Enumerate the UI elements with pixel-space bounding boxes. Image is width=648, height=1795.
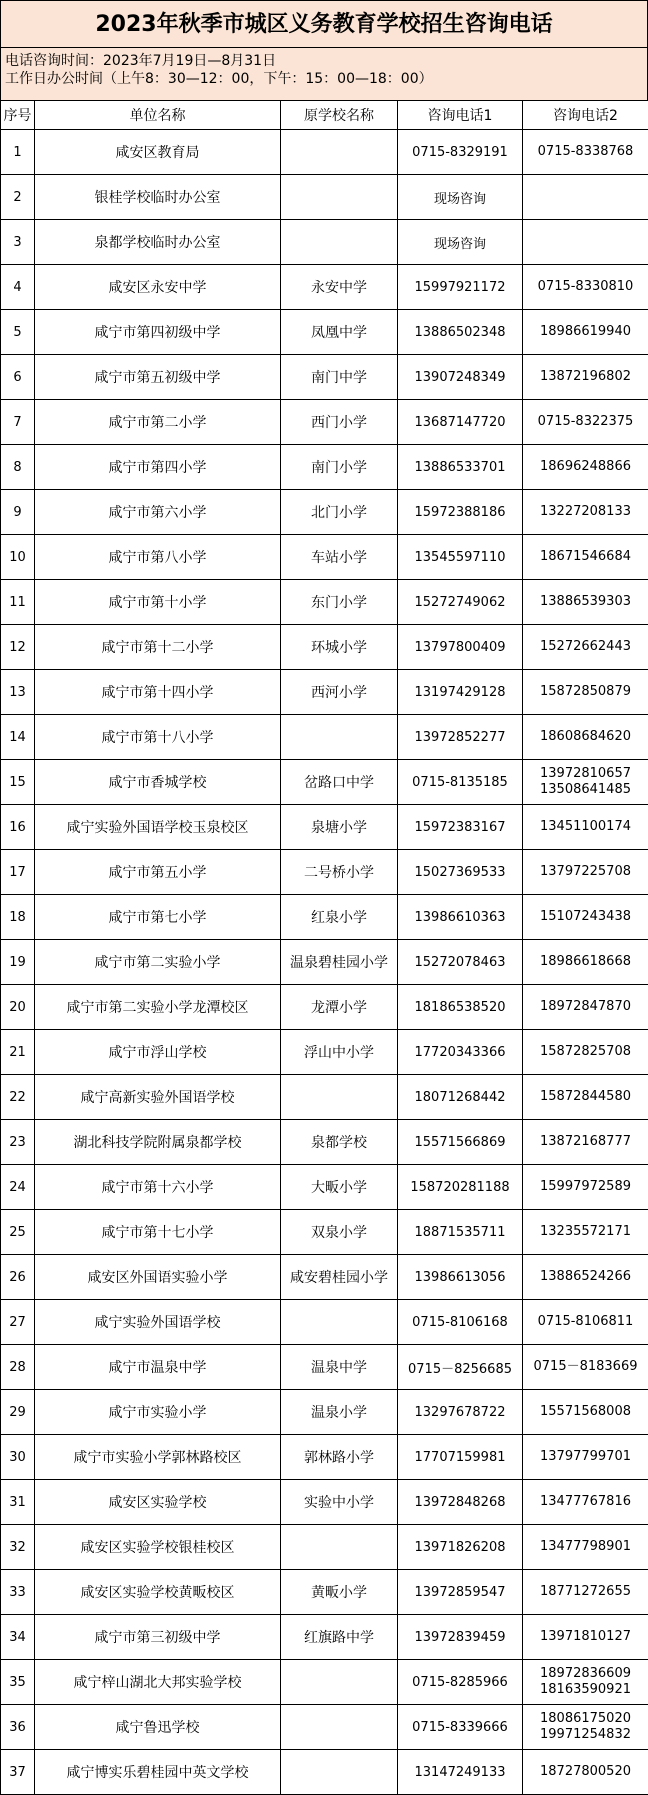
table-row	[1, 1705, 648, 1750]
unit-name: 咸安区实验学校银桂校区	[35, 1525, 281, 1570]
unit-name: 咸宁实验外国语学校玉泉校区	[35, 805, 281, 850]
phone-2	[523, 1165, 648, 1210]
phone-1: 13972839459	[398, 1615, 523, 1660]
original-school: 南门小学	[281, 445, 398, 490]
unit-name: 咸宁市香城学校	[35, 760, 281, 805]
row-number: 18	[1, 895, 35, 940]
unit-name: 咸安区实验学校黄畈校区	[35, 1570, 281, 1615]
phone-2	[523, 1750, 648, 1795]
phone-2-number: 13508641485	[540, 782, 631, 797]
row-number: 34	[1, 1615, 35, 1660]
phone-2-number: 0715-8338768	[537, 144, 634, 159]
original-school	[281, 1705, 398, 1750]
phone-1: 13687147720	[398, 400, 523, 445]
unit-name: 咸宁市浮山学校	[35, 1030, 281, 1075]
original-school: 大畈小学	[281, 1165, 398, 1210]
phone-2	[523, 490, 648, 535]
unit-name: 咸宁市第五初级中学	[35, 355, 281, 400]
phone-2-number: 19971254832	[540, 1727, 631, 1742]
row-number: 24	[1, 1165, 35, 1210]
row-number: 15	[1, 760, 35, 805]
phone-1: 13886502348	[398, 310, 523, 355]
row-number: 4	[1, 265, 35, 310]
phone-1: 13972859547	[398, 1570, 523, 1615]
row-number: 11	[1, 580, 35, 625]
table-row	[1, 445, 648, 490]
phone-1: 13986613056	[398, 1255, 523, 1300]
phone-2	[523, 1660, 648, 1705]
original-school: 红旗路中学	[281, 1615, 398, 1660]
phone-2-number: 18608684620	[540, 729, 631, 744]
phone-1: 15571566869	[398, 1120, 523, 1165]
table-row	[1, 535, 648, 580]
phone-1: 0715-8106168	[398, 1300, 523, 1345]
original-school: 南门中学	[281, 355, 398, 400]
table-row	[1, 1435, 648, 1480]
original-school: 二号桥小学	[281, 850, 398, 895]
phone-2-number: 13872168777	[540, 1134, 631, 1149]
unit-name: 咸宁市温泉中学	[35, 1345, 281, 1390]
unit-name: 咸安区外国语实验小学	[35, 1255, 281, 1300]
header-no: 序号	[1, 101, 35, 130]
row-number: 13	[1, 670, 35, 715]
phone-1: 0715-8285966	[398, 1660, 523, 1705]
phone-2	[523, 535, 648, 580]
unit-name: 咸安区教育局	[35, 130, 281, 175]
table-row	[1, 760, 648, 805]
phone-2-number: 18972836609	[540, 1666, 631, 1681]
original-school	[281, 1750, 398, 1795]
phone-2-number: 15107243438	[540, 909, 631, 924]
original-school: 泉都学校	[281, 1120, 398, 1165]
phone-2	[523, 850, 648, 895]
phone-2-number: 18727800520	[540, 1764, 631, 1779]
original-school: 泉塘小学	[281, 805, 398, 850]
unit-name: 咸宁市第二小学	[35, 400, 281, 445]
phone-1: 15997921172	[398, 265, 523, 310]
phone-2	[523, 1030, 648, 1075]
phone-2	[523, 1705, 648, 1750]
original-school: 环城小学	[281, 625, 398, 670]
phone-2-number: 13235572171	[540, 1224, 631, 1239]
phone-2-number: 0715－8183669	[533, 1359, 638, 1374]
phone-2	[523, 1570, 648, 1615]
phone-2	[523, 895, 648, 940]
original-school	[281, 1660, 398, 1705]
phone-2	[523, 1480, 648, 1525]
unit-name: 咸宁实验外国语学校	[35, 1300, 281, 1345]
table-row	[1, 985, 648, 1030]
row-number: 20	[1, 985, 35, 1030]
phone-1: 158720281188	[398, 1165, 523, 1210]
table-row	[1, 1300, 648, 1345]
original-school: 凤凰中学	[281, 310, 398, 355]
original-school: 咸安碧桂园小学	[281, 1255, 398, 1300]
phone-1: 13972852277	[398, 715, 523, 760]
phone-2-number: 18771272655	[540, 1584, 631, 1599]
phone-2	[523, 1615, 648, 1660]
row-number: 36	[1, 1705, 35, 1750]
unit-name: 咸宁鲁迅学校	[35, 1705, 281, 1750]
table-row	[1, 1165, 648, 1210]
unit-name: 银桂学校临时办公室	[35, 175, 281, 220]
phone-1: 15972388186	[398, 490, 523, 535]
phone-2-number: 13797799701	[540, 1449, 631, 1464]
original-school: 黄畈小学	[281, 1570, 398, 1615]
table-row	[1, 1030, 648, 1075]
row-number: 31	[1, 1480, 35, 1525]
table-row	[1, 850, 648, 895]
unit-name: 咸宁市第三初级中学	[35, 1615, 281, 1660]
phone-2	[523, 445, 648, 490]
unit-name: 咸宁市第十六小学	[35, 1165, 281, 1210]
consultation-period: 电话咨询时间：2023年7月19日—8月31日	[5, 53, 277, 69]
table-row	[1, 1255, 648, 1300]
original-school	[281, 220, 398, 265]
consultation-info	[0, 48, 648, 100]
row-number: 25	[1, 1210, 35, 1255]
header-unit-name: 单位名称	[35, 101, 281, 130]
row-number: 14	[1, 715, 35, 760]
table-row	[1, 175, 648, 220]
phone-1: 0715-8339666	[398, 1705, 523, 1750]
unit-name: 咸宁市第四小学	[35, 445, 281, 490]
original-school: 浮山中小学	[281, 1030, 398, 1075]
phone-2	[523, 985, 648, 1030]
table-row	[1, 1660, 648, 1705]
phone-2	[523, 580, 648, 625]
phone-2	[523, 1345, 648, 1390]
unit-name: 咸宁市第五小学	[35, 850, 281, 895]
row-number: 28	[1, 1345, 35, 1390]
original-school: 岔路口中学	[281, 760, 398, 805]
row-number: 8	[1, 445, 35, 490]
phone-2	[523, 310, 648, 355]
phone-2	[523, 1525, 648, 1570]
table-row	[1, 715, 648, 760]
table-row	[1, 1390, 648, 1435]
row-number: 22	[1, 1075, 35, 1120]
phone-2	[523, 175, 648, 220]
phone-2	[523, 400, 648, 445]
phone-2-number: 18972847870	[540, 999, 631, 1014]
phone-2-number: 13477767816	[540, 1494, 631, 1509]
table-row	[1, 1345, 648, 1390]
table-row	[1, 580, 648, 625]
original-school: 温泉中学	[281, 1345, 398, 1390]
phone-2	[523, 940, 648, 985]
original-school: 北门小学	[281, 490, 398, 535]
table-row	[1, 310, 648, 355]
table-row	[1, 1480, 648, 1525]
row-number: 2	[1, 175, 35, 220]
table-header-row	[1, 101, 648, 130]
phone-2	[523, 1075, 648, 1120]
original-school: 红泉小学	[281, 895, 398, 940]
phone-2	[523, 1435, 648, 1480]
phone-2-number: 18671546684	[540, 549, 631, 564]
original-school	[281, 1525, 398, 1570]
unit-name: 泉都学校临时办公室	[35, 220, 281, 265]
table-row	[1, 895, 648, 940]
phone-2-number: 13886524266	[540, 1269, 631, 1284]
original-school: 实验中小学	[281, 1480, 398, 1525]
phone-1: 现场咨询	[398, 175, 523, 220]
phone-1: 13297678722	[398, 1390, 523, 1435]
unit-name: 咸宁市第六小学	[35, 490, 281, 535]
original-school: 龙潭小学	[281, 985, 398, 1030]
unit-name: 咸宁市第七小学	[35, 895, 281, 940]
table-row	[1, 265, 648, 310]
phone-2	[523, 625, 648, 670]
table-row	[1, 1210, 648, 1255]
row-number: 33	[1, 1570, 35, 1615]
row-number: 9	[1, 490, 35, 535]
unit-name: 咸宁市第八小学	[35, 535, 281, 580]
row-number: 21	[1, 1030, 35, 1075]
phone-2-number: 18696248866	[540, 459, 631, 474]
phone-2	[523, 1255, 648, 1300]
unit-name: 咸安区实验学校	[35, 1480, 281, 1525]
unit-name: 咸宁市第二实验小学龙潭校区	[35, 985, 281, 1030]
phone-1: 17707159981	[398, 1435, 523, 1480]
phone-1: 15027369533	[398, 850, 523, 895]
phone-2-number: 13227208133	[540, 504, 631, 519]
phone-2	[523, 1300, 648, 1345]
phone-2-number: 15872850879	[540, 684, 631, 699]
contact-table	[0, 100, 648, 1795]
row-number: 29	[1, 1390, 35, 1435]
unit-name: 咸宁市第十二小学	[35, 625, 281, 670]
unit-name: 咸宁市实验小学	[35, 1390, 281, 1435]
phone-2-number: 15872844580	[540, 1089, 631, 1104]
office-hours: 工作日办公时间（上午8：30—12：00，下午：15：00—18：00）	[5, 71, 433, 87]
original-school	[281, 715, 398, 760]
phone-1: 17720343366	[398, 1030, 523, 1075]
unit-name: 咸宁市第四初级中学	[35, 310, 281, 355]
phone-1: 13147249133	[398, 1750, 523, 1795]
phone-2-number: 15872825708	[540, 1044, 631, 1059]
phone-1: 0715-8135185	[398, 760, 523, 805]
unit-name: 咸宁市第十七小学	[35, 1210, 281, 1255]
row-number: 6	[1, 355, 35, 400]
row-number: 26	[1, 1255, 35, 1300]
phone-2-number: 0715-8106811	[537, 1314, 634, 1329]
phone-2	[523, 805, 648, 850]
row-number: 7	[1, 400, 35, 445]
row-number: 17	[1, 850, 35, 895]
phone-2	[523, 220, 648, 265]
phone-1: 0715-8329191	[398, 130, 523, 175]
sheet-title: 2023年秋季市城区义务教育学校招生咨询电话	[0, 0, 648, 48]
table-row	[1, 1570, 648, 1615]
phone-2	[523, 760, 648, 805]
phone-2-number: 15272662443	[540, 639, 631, 654]
phone-1: 现场咨询	[398, 220, 523, 265]
row-number: 23	[1, 1120, 35, 1165]
table-row	[1, 220, 648, 265]
unit-name: 咸宁市第十八小学	[35, 715, 281, 760]
header-phone-1: 咨询电话1	[398, 101, 523, 130]
unit-name: 咸宁梓山湖北大邦实验学校	[35, 1660, 281, 1705]
table-row	[1, 1120, 648, 1165]
phone-2	[523, 715, 648, 760]
phone-2-number: 13971810127	[540, 1629, 631, 1644]
phone-2-number: 15997972589	[540, 1179, 631, 1194]
header-phone-2: 咨询电话2	[523, 101, 648, 130]
original-school: 温泉碧桂园小学	[281, 940, 398, 985]
table-row	[1, 400, 648, 445]
phone-1: 0715－8256685	[398, 1345, 523, 1390]
phone-1: 13971826208	[398, 1525, 523, 1570]
unit-name: 咸宁市第十四小学	[35, 670, 281, 715]
original-school: 西门小学	[281, 400, 398, 445]
original-school	[281, 175, 398, 220]
original-school: 郭林路小学	[281, 1435, 398, 1480]
phone-2-number: 18986618668	[540, 954, 631, 969]
row-number: 19	[1, 940, 35, 985]
phone-2	[523, 130, 648, 175]
phone-2-number: 13872196802	[540, 369, 631, 384]
phone-2	[523, 1120, 648, 1165]
table-row	[1, 670, 648, 715]
row-number: 3	[1, 220, 35, 265]
phone-2-number: 18163590921	[540, 1682, 631, 1697]
unit-name: 咸宁高新实验外国语学校	[35, 1075, 281, 1120]
header-original-school: 原学校名称	[281, 101, 398, 130]
phone-2-number: 13451100174	[540, 819, 631, 834]
phone-1: 13797800409	[398, 625, 523, 670]
phone-2-number: 18086175020	[540, 1711, 631, 1726]
original-school: 永安中学	[281, 265, 398, 310]
unit-name: 咸宁市实验小学郭林路校区	[35, 1435, 281, 1480]
phone-2-number: 0715-8322375	[537, 414, 634, 429]
original-school: 西河小学	[281, 670, 398, 715]
table-row	[1, 130, 648, 175]
phone-1: 13886533701	[398, 445, 523, 490]
row-number: 10	[1, 535, 35, 580]
phone-2-number: 13972810657	[540, 766, 631, 781]
table-row	[1, 1075, 648, 1120]
original-school	[281, 1300, 398, 1345]
original-school: 东门小学	[281, 580, 398, 625]
unit-name: 咸宁市第二实验小学	[35, 940, 281, 985]
phone-2-number: 0715-8330810	[537, 279, 634, 294]
phone-2	[523, 355, 648, 400]
row-number: 27	[1, 1300, 35, 1345]
phone-1: 15272749062	[398, 580, 523, 625]
phone-1: 15972383167	[398, 805, 523, 850]
table-row	[1, 1525, 648, 1570]
table-row	[1, 1615, 648, 1660]
phone-1: 13197429128	[398, 670, 523, 715]
unit-name: 湖北科技学院附属泉都学校	[35, 1120, 281, 1165]
phone-1: 18071268442	[398, 1075, 523, 1120]
table-row	[1, 805, 648, 850]
phone-2	[523, 670, 648, 715]
original-school	[281, 130, 398, 175]
original-school: 温泉小学	[281, 1390, 398, 1435]
table-row	[1, 625, 648, 670]
phone-2-number: 13886539303	[540, 594, 631, 609]
phone-2	[523, 1210, 648, 1255]
table-body	[1, 130, 648, 1795]
phone-1: 13907248349	[398, 355, 523, 400]
phone-2-number: 15571568008	[540, 1404, 631, 1419]
table-row	[1, 940, 648, 985]
phone-2-number: 13477798901	[540, 1539, 631, 1554]
original-school: 车站小学	[281, 535, 398, 580]
table-row	[1, 355, 648, 400]
original-school	[281, 1075, 398, 1120]
unit-name: 咸宁博实乐碧桂园中英文学校	[35, 1750, 281, 1795]
phone-2	[523, 1390, 648, 1435]
phone-2-number: 18986619940	[540, 324, 631, 339]
row-number: 35	[1, 1660, 35, 1705]
phone-2-number: 13797225708	[540, 864, 631, 879]
original-school: 双泉小学	[281, 1210, 398, 1255]
row-number: 12	[1, 625, 35, 670]
phone-1: 18871535711	[398, 1210, 523, 1255]
phone-2	[523, 265, 648, 310]
phone-1: 13972848268	[398, 1480, 523, 1525]
row-number: 1	[1, 130, 35, 175]
phone-1: 13986610363	[398, 895, 523, 940]
row-number: 5	[1, 310, 35, 355]
row-number: 30	[1, 1435, 35, 1480]
row-number: 32	[1, 1525, 35, 1570]
phone-1: 18186538520	[398, 985, 523, 1030]
phone-1: 13545597110	[398, 535, 523, 580]
row-number: 37	[1, 1750, 35, 1795]
table-row	[1, 490, 648, 535]
table-row	[1, 1750, 648, 1795]
unit-name: 咸宁市第十小学	[35, 580, 281, 625]
row-number: 16	[1, 805, 35, 850]
unit-name: 咸安区永安中学	[35, 265, 281, 310]
phone-1: 15272078463	[398, 940, 523, 985]
